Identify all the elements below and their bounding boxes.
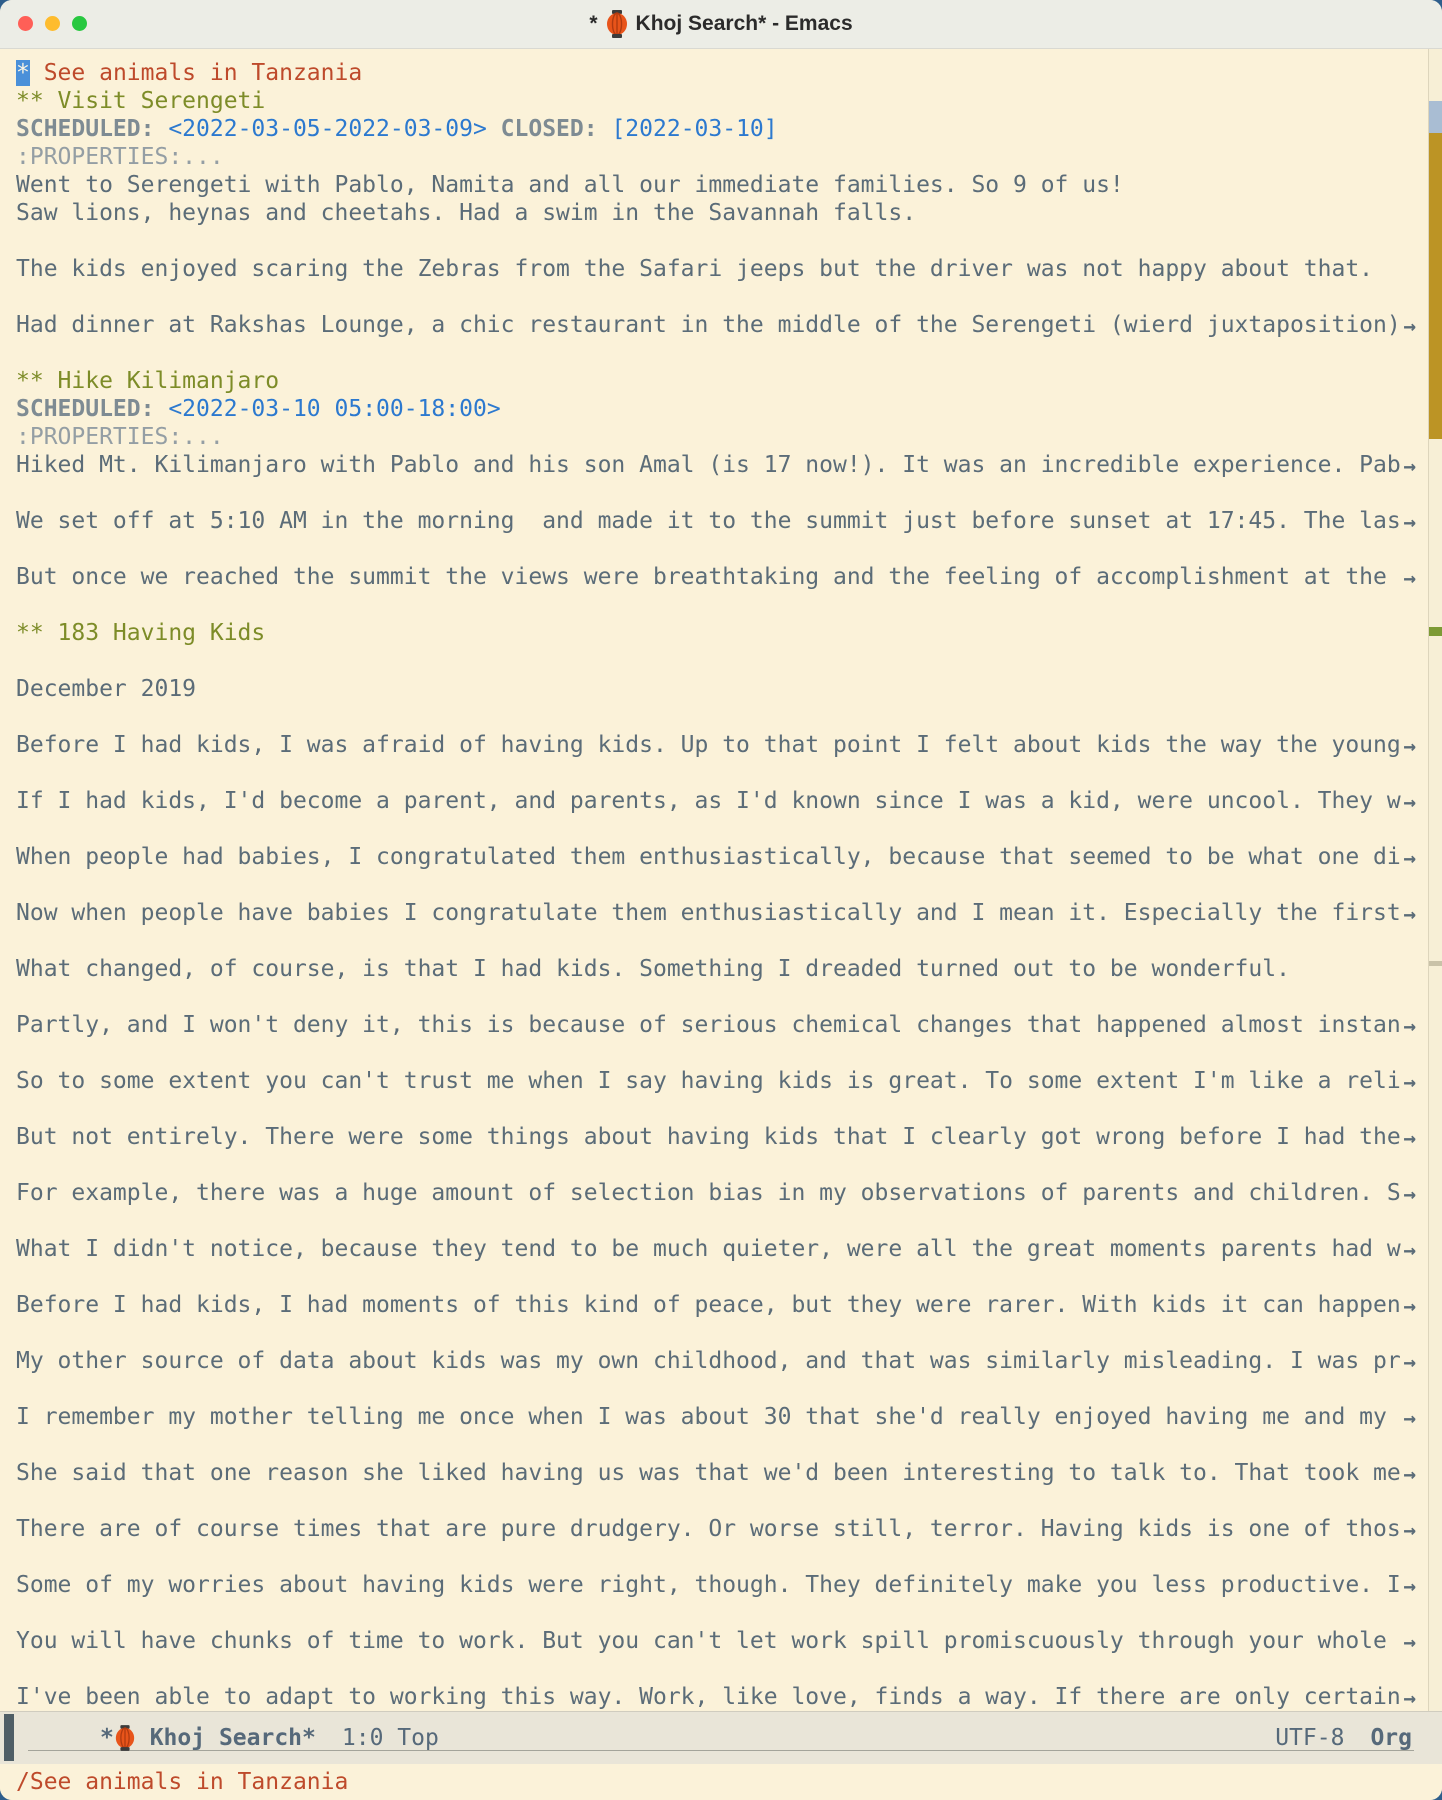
buffer-line[interactable] (16, 1571, 1442, 1599)
buffer-text-run: Hiked Mt. Kilimanjaro with Pablo and his son Amal (is 17 now!). It was an incredible experience. Pab (16, 452, 1401, 478)
lantern-icon (114, 1725, 136, 1751)
minimize-button[interactable] (45, 16, 60, 31)
buffer-line[interactable] (16, 1319, 1442, 1347)
buffer-line[interactable] (16, 199, 1442, 227)
buffer-line[interactable] (16, 1459, 1442, 1487)
buffer-line[interactable] (16, 787, 1442, 815)
truncation-arrow-icon: → (1403, 1238, 1416, 1262)
lantern-icon (605, 10, 629, 38)
buffer-text-run: But once we reached the summit the views were breathtaking and the feeling of accomplishment at the (16, 564, 1401, 590)
buffer-text-run: But not entirely. There were some things about having kids that I clearly got wrong before I had the (16, 1124, 1401, 1150)
scrollbar[interactable] (1428, 49, 1442, 1711)
buffer-text-run: <2022-03-10 05:00-18:00> (154, 396, 501, 422)
buffer-line[interactable] (16, 59, 1442, 87)
buffer-text-run: Before I had kids, I was afraid of having kids. Up to that point I felt about kids the way the young (16, 732, 1401, 758)
org-heading-text: ** Hike Kilimanjaro (16, 368, 280, 394)
buffer-line[interactable] (16, 339, 1442, 367)
buffer-text-run: Now when people have babies I congratulate them enthusiastically and I mean it. Especially the first (16, 900, 1401, 926)
truncation-arrow-icon: → (1403, 790, 1416, 814)
buffer-line[interactable] (16, 1207, 1442, 1235)
buffer-line[interactable] (16, 1403, 1442, 1431)
buffer-text-run: CLOSED: (500, 116, 598, 142)
buffer-line[interactable] (16, 1151, 1442, 1179)
buffer-text-run: We set off at 5:10 AM in the morning and made it to the summit just before sunset at 17:45. The las (16, 508, 1401, 534)
buffer-text-run: <2022-03-05-2022-03-09> (154, 116, 501, 142)
buffer-text-run: [2022-03-10] (597, 116, 778, 142)
buffer-line[interactable] (16, 1627, 1442, 1655)
truncation-arrow-icon: → (1403, 1406, 1416, 1430)
minibuffer-search-text: /See animals in Tanzania (16, 1769, 349, 1795)
buffer-text-run: If I had kids, I'd become a parent, and parents, as I'd known since I was a kid, were uncool. They w (16, 788, 1401, 814)
buffer-text-run: There are of course times that are pure drudgery. Or worse still, terror. Having kids is one of thos (16, 1516, 1401, 1542)
buffer-modified-star: * (100, 1725, 114, 1751)
buffer-line[interactable] (16, 1123, 1442, 1151)
buffer-text-run: SCHEDULED: (16, 116, 155, 142)
buffer-text-run: So to some extent you can't trust me when I say having kids is great. To some extent I'm like a reli (16, 1068, 1401, 1094)
buffer-line[interactable] (16, 1179, 1442, 1207)
buffer-line[interactable] (16, 1347, 1442, 1375)
buffer-line[interactable] (16, 591, 1442, 619)
buffer-line[interactable] (16, 1235, 1442, 1263)
truncation-arrow-icon: → (1403, 1686, 1416, 1710)
buffer-line[interactable] (16, 1291, 1442, 1319)
mode-line-buffer-group[interactable] (100, 1725, 439, 1751)
buffer-line[interactable] (16, 479, 1442, 507)
truncation-arrow-icon: → (1403, 1574, 1416, 1598)
window-title-star: * (589, 12, 598, 35)
buffer-line[interactable] (16, 1683, 1442, 1711)
buffer-line[interactable] (16, 647, 1442, 675)
buffer-line[interactable] (16, 1599, 1442, 1627)
buffer-line[interactable] (16, 1543, 1442, 1571)
buffer-line[interactable] (16, 843, 1442, 871)
buffer-text-run: She said that one reason she liked having us was that we'd been interesting to talk to. That took me (16, 1460, 1401, 1486)
buffer-line[interactable] (16, 283, 1442, 311)
buffer-line[interactable] (16, 1067, 1442, 1095)
buffer-text-run: Before I had kids, I had moments of this kind of peace, but they were rarer. With kids it can happen (16, 1292, 1401, 1318)
buffer-text-run: My other source of data about kids was my own childhood, and that was similarly misleading. I was pr (16, 1348, 1401, 1374)
truncation-arrow-icon: → (1403, 1014, 1416, 1038)
buffer-line[interactable] (16, 395, 1442, 423)
title-bar (0, 0, 1442, 49)
buffer-text-run: What changed, of course, is that I had kids. Something I dreaded turned out to be wonderful. (16, 956, 1290, 982)
buffer-line[interactable] (16, 871, 1442, 899)
mode-line[interactable] (0, 1711, 1442, 1764)
buffer-lines (16, 59, 1442, 1711)
cursor-position: 1:0 Top (341, 1725, 439, 1751)
buffer-text-run: * (16, 60, 30, 86)
truncation-arrow-icon: → (1403, 1182, 1416, 1206)
buffer-line[interactable] (16, 1375, 1442, 1403)
truncation-arrow-icon: → (1403, 510, 1416, 534)
buffer-line[interactable] (16, 675, 1442, 703)
buffer-text-run: For example, there was a huge amount of selection bias in my observations of parents and children. S (16, 1180, 1401, 1206)
buffer-text-run: What I didn't notice, because they tend to be much quieter, were all the great moments parents had w (16, 1236, 1401, 1262)
buffer-text-run: Saw lions, heynas and cheetahs. Had a swim in the Savannah falls. (16, 200, 917, 226)
buffer-text-run: I've been able to adapt to working this way. Work, like love, finds a way. If there are only certain (16, 1684, 1401, 1710)
truncation-arrow-icon: → (1403, 1630, 1416, 1654)
buffer-line[interactable] (16, 619, 1442, 647)
truncation-arrow-icon: → (1403, 1350, 1416, 1374)
buffer-text-run: :PROPERTIES:... (16, 144, 224, 170)
buffer-name[interactable]: Khoj Search* (135, 1725, 316, 1751)
buffer-line[interactable] (16, 1011, 1442, 1039)
buffer-line[interactable] (16, 1039, 1442, 1067)
buffer-text-run: The kids enjoyed scaring the Zebras from the Safari jeeps but the driver was not happy about that. (16, 256, 1374, 282)
buffer-text-run: Partly, and I won't deny it, this is because of serious chemical changes that happened almost instan (16, 1012, 1401, 1038)
org-heading-text: See animals in Tanzania (29, 60, 363, 86)
truncation-arrow-icon: → (1403, 1518, 1416, 1542)
mode-line-right-group (1275, 1725, 1412, 1751)
truncation-arrow-icon: → (1403, 1462, 1416, 1486)
buffer-text-run: Some of my worries about having kids were right, though. They definitely make you less productive. I (16, 1572, 1401, 1598)
buffer-line[interactable] (16, 731, 1442, 759)
truncation-arrow-icon: → (1403, 734, 1416, 758)
truncation-arrow-icon: → (1403, 846, 1416, 870)
buffer-line[interactable] (16, 1655, 1442, 1683)
encoding-indicator: UTF-8 (1275, 1725, 1345, 1751)
buffer-line[interactable] (16, 927, 1442, 955)
traffic-lights (18, 16, 87, 31)
buffer-line[interactable] (16, 1095, 1442, 1123)
buffer-line[interactable] (16, 367, 1442, 395)
buffer-line[interactable] (16, 955, 1442, 983)
truncation-arrow-icon: → (1403, 1126, 1416, 1150)
close-button[interactable] (18, 16, 33, 31)
buffer-line[interactable] (16, 87, 1442, 115)
major-mode-indicator[interactable]: Org (1370, 1725, 1412, 1751)
truncation-arrow-icon: → (1403, 902, 1416, 926)
minibuffer[interactable] (0, 1764, 1442, 1800)
scrollbar-mark (1429, 961, 1442, 966)
org-buffer[interactable] (0, 49, 1442, 1711)
buffer-text-run: SCHEDULED: (16, 396, 155, 422)
buffer-line[interactable] (16, 759, 1442, 787)
buffer-line[interactable] (16, 143, 1442, 171)
buffer-text-run: You will have chunks of time to work. But you can't let work spill promiscuously through your whole (16, 1628, 1401, 1654)
zoom-button[interactable] (72, 16, 87, 31)
buffer-text-run: When people had babies, I congratulated them enthusiastically, because that seemed to be what one di (16, 844, 1401, 870)
buffer-line[interactable] (16, 171, 1442, 199)
buffer-line[interactable] (16, 255, 1442, 283)
org-heading-text: ** Visit Serengeti (16, 88, 266, 114)
buffer-line[interactable] (16, 1487, 1442, 1515)
truncation-arrow-icon: → (1403, 454, 1416, 478)
buffer-line[interactable] (16, 1431, 1442, 1459)
buffer-text-run: December 2019 (16, 676, 197, 702)
org-heading-text: ** 183 Having Kids (16, 620, 266, 646)
truncation-arrow-icon: → (1403, 314, 1416, 338)
scrollbar-mark (1429, 101, 1442, 133)
buffer-line[interactable] (16, 451, 1442, 479)
buffer-text-run: :PROPERTIES:... (16, 424, 224, 450)
buffer-line[interactable] (16, 311, 1442, 339)
buffer-line[interactable] (16, 115, 1442, 143)
mode-line-left-indicator (4, 1714, 14, 1761)
buffer-text-run: I remember my mother telling me once when I was about 30 that she'd really enjoyed having me and my (16, 1404, 1401, 1430)
buffer-text-run: Went to Serengeti with Pablo, Namita and all our immediate families. So 9 of us! (16, 172, 1124, 198)
buffer-text-run: Had dinner at Rakshas Lounge, a chic restaurant in the middle of the Serengeti (wierd juxtaposition) (16, 312, 1401, 338)
truncation-arrow-icon: → (1403, 566, 1416, 590)
scrollbar-mark (1429, 133, 1442, 439)
buffer-line[interactable] (16, 535, 1442, 563)
buffer-line[interactable] (16, 899, 1442, 927)
truncation-arrow-icon: → (1403, 1294, 1416, 1318)
buffer-line[interactable] (16, 983, 1442, 1011)
window-title-text: Khoj Search* - Emacs (635, 12, 853, 35)
buffer-line[interactable] (16, 563, 1442, 591)
buffer-line[interactable] (16, 1515, 1442, 1543)
buffer-line[interactable] (16, 423, 1442, 451)
scrollbar-mark (1429, 627, 1442, 636)
buffer-line[interactable] (16, 1263, 1442, 1291)
buffer-line[interactable] (16, 703, 1442, 731)
buffer-line[interactable] (16, 227, 1442, 255)
window-title (589, 10, 852, 38)
buffer-line[interactable] (16, 507, 1442, 535)
buffer-line[interactable] (16, 815, 1442, 843)
truncation-arrow-icon: → (1403, 1070, 1416, 1094)
